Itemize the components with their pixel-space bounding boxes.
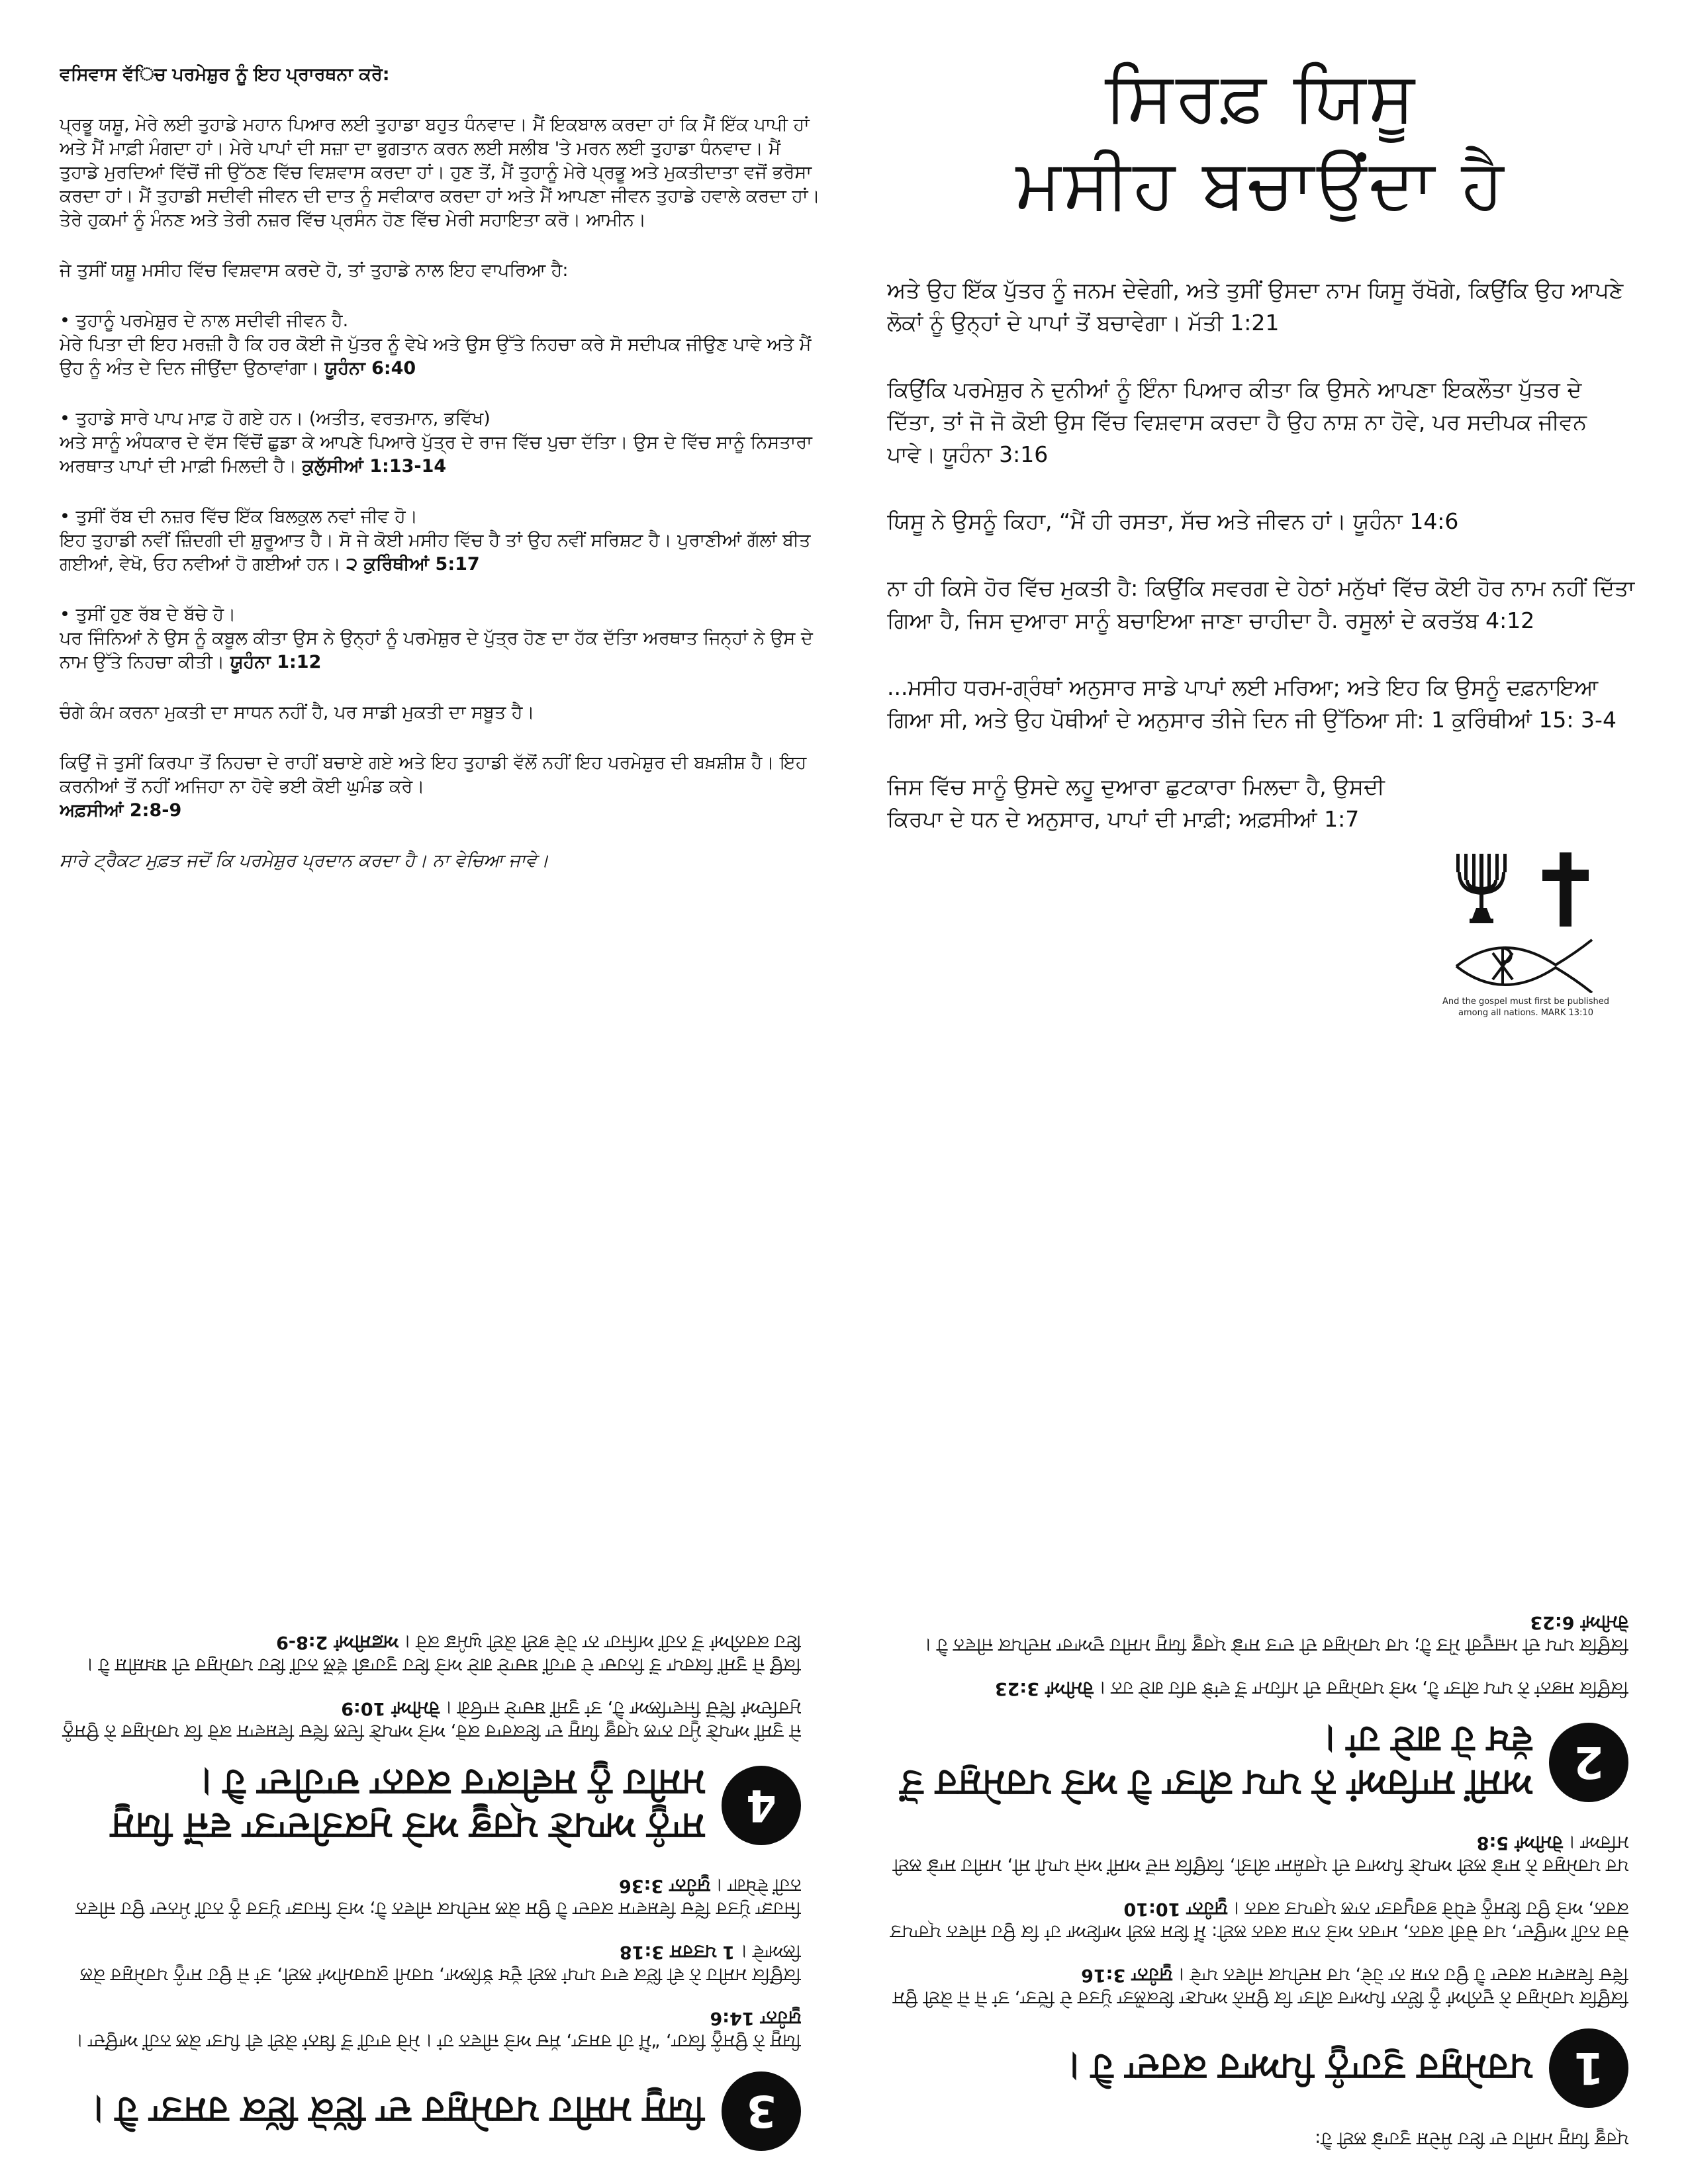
- grace-ref: ਅਫ਼ਸੀਆਂ 2:8-9: [60, 800, 182, 821]
- section-verse: ਕਿਉਂਕਿ ਮਸੀਹ ਨੇ ਵੀ ਇੱਕ ਵਾਰ ਪਾਪਾਂ ਲਈ ਦੁੱਖ ਝੱਲਿਆ, ਧਰਮੀ ਕੁਧਰਮੀਆਂ ਲਈ, ਤਾਂ ਜੋ ਉਹ ਸਾਨੂੰ ਪਰਮੇਸ਼ੁਰ ਕੋਲ ਲਿਆਵੇ। 1 ਪਤਰਸ 3:18: [80, 1942, 801, 1985]
- grace-verse: [60, 751, 821, 823]
- prayer-panel: [60, 63, 821, 1062]
- section-3: [60, 1874, 801, 2151]
- believers-intro: ਜੇ ਤੁਸੀਂ ਯਸ਼ੂ ਮਸੀਹ ਵਿੱਚ ਵਿਸ਼ਵਾਸ ਕਰਦੇ ਹੋ, ਤਾਂ ਤੁਹਾਡੇ ਨਾਲ ਇਹ ਵਾਪਰਿਆ ਹੈ:: [60, 260, 569, 281]
- point-ref: ਕੁਲੁੱਸੀਆਂ 1:13-14: [302, 456, 447, 477]
- point-new-creation: [60, 505, 821, 576]
- section-verse: ਪਰ ਪਰਮੇਸ਼ੁਰ ਨੇ ਸਾਡੇ ਲਈ ਆਪਣੇ ਪਿਆਰ ਦੀ ਪ੍ਰਸ਼ੰਸਾ ਕੀਤੀ, ਕਿਉਂਕਿ ਜਦੋਂ ਅਸੀਂ ਅਜੇ ਪਾਪੀ ਸੀ, ਮਸੀਹ ਸਾਡੇ ਲਈ ਮਰਿਆ। ਰੋਮੀਆਂ 5:8: [892, 1833, 1628, 1876]
- verse: [887, 274, 1635, 339]
- section-title: ਅਸੀਂ ਸਾਰਿਆਂ ਨੇ ਪਾਪ ਕੀਤਾ ਹੈ ਅਤੇ ਪਰਮੇਸ਼ੁਰ ਤੋਂ ਵੱਖ ਹੋ ਗਏ ਹਾਂ।: [900, 1720, 1532, 1805]
- verse-text: ਨਾ ਹੀ ਕਿਸੇ ਹੋਰ ਵਿੱਚ ਮੁਕਤੀ ਹੈ: ਕਿਉਂਕਿ ਸਵਰਗ ਦੇ ਹੇਠਾਂ ਮਨੁੱਖਾਂ ਵਿੱਚ ਕੋਈ ਹੋਰ ਨਾਮ ਨਹੀਂ ਦਿੱਤਾ ਗਿਆ ਹੈ, ਜਿਸ ਦੁਆਰਾ ਸਾਨੂੰ ਬਚਾਇਆ ਜਾਣਾ ਚਾਹੀਦਾ ਹੈ.: [887, 575, 1635, 633]
- point-heading: • ਤੁਹਾਨੂੰ ਪਰਮੇਸ਼ੁਰ ਦੇ ਨਾਲ ਸਦੀਵੀ ਜੀਵਨ ਹੈ.: [60, 310, 349, 331]
- verse-ref: ਮੱਤੀ 1:21: [1188, 310, 1280, 336]
- section-verse: ਜਿਹੜਾ ਪੁੱਤਰ ਵਿੱਚ ਵਿਸ਼ਵਾਸ ਕਰਦਾ ਹੈ ਉਸ ਕੋਲ ਸਦੀਪਕ ਜੀਵਨ ਹੈ; ਅਤੇ ਜਿਹੜਾ ਪੁੱਤਰ ਨੂੰ ਨਹੀਂ ਮੰਨਦਾ ਉਹ ਜੀਵਨ ਨਹੀਂ ਵੇਖੇਗਾ। ਯੂਹੰਨਾ 3:36: [75, 1876, 801, 1919]
- verse: [887, 572, 1635, 637]
- verse-ref: 1 ਕੁਰਿੰਥੀਆਂ 15: 3-4: [1431, 707, 1617, 733]
- point-ref: ਯੂਹੰਨਾ 1:12: [230, 652, 322, 672]
- verse-ref: ਅਫ਼ਸੀਆਂ 1:7: [1239, 806, 1360, 832]
- grace-text: ਕਿਉਂ ਜੋ ਤੁਸੀਂ ਕਿਰਪਾ ਤੋਂ ਨਿਹਚਾ ਦੇ ਰਾਹੀਂ ਬਚਾਏ ਗਏ ਅਤੇ ਇਹ ਤੁਹਾਡੀ ਵੱਲੋਂ ਨਹੀਂ ਇਹ ਪਰਮੇਸ਼ੁਰ ਦੀ ਬਖ਼ਸ਼ੀਸ਼ ਹੈ। ਇਹ ਕਰਨੀਆਂ ਤੋਂ ਨਹੀਂ ਅਜਿਹਾ ਨਾ ਹੋਵੇ ਭਈ ਕੋਈ ਘੁਮੰਡ ਕਰੇ।: [60, 752, 807, 797]
- point-heading: • ਤੁਸੀਂ ਰੱਬ ਦੀ ਨਜ਼ਰ ਵਿੱਚ ਇੱਕ ਬਿਲਕੁਲ ਨਵਾਂ ਜੀਵ ਹੋ।: [60, 506, 418, 527]
- section-title: ਪਰਮੇਸ਼ੁਰ ਤੁਹਾਨੂੰ ਪਿਆਰ ਕਰਦਾ ਹੈ।: [1066, 2048, 1532, 2089]
- section-verse: ਕਿਉਂਕਿ ਸਭਨਾਂ ਨੇ ਪਾਪ ਕੀਤਾ ਹੈ, ਅਤੇ ਪਰਮੇਸ਼ੁਰ ਦੀ ਮਹਿਮਾ ਤੋਂ ਵਾਂਝੇ ਰਹਿ ਗਏ ਹਨ। ਰੋਮੀਆਂ 3:23: [994, 1678, 1628, 1699]
- section-lead: ਪ੍ਰਭੂ ਯਿਸੂ ਮਸੀਹ ਦਾ ਇਹ ਸੰਦੇਸ਼ ਤੁਹਾਡੇ ਲਈ ਹੈ:: [1315, 2129, 1628, 2150]
- verse-text: ਯਿਸੂ ਨੇ ਉਸਨੂੰ ਕਿਹਾ, “ਮੈਂ ਹੀ ਰਸਤਾ, ਸੱਚ ਅਤੇ ਜੀਵਨ ਹਾਂ।: [887, 508, 1346, 534]
- menorah-icon: [1456, 854, 1507, 923]
- prayer-text: ਪ੍ਰਭੂ ਯਸ਼ੂ, ਮੇਰੇ ਲਈ ਤੁਹਾਡੇ ਮਹਾਨ ਪਿਆਰ ਲਈ ਤੁਹਾਡਾ ਬਹੁਤ ਧੰਨਵਾਦ। ਮੈਂ ਇਕਬਾਲ ਕਰਦਾ ਹਾਂ ਕਿ ਮੈਂ ਇੱਕ ਪਾਪੀ ਹਾਂ ਅਤੇ ਮੈਂ ਮਾਫ਼ੀ ਮੰਗਦਾ ਹਾਂ। ਮੇਰੇ ਪਾਪਾਂ ਦੀ ਸਜ਼ਾ ਦਾ ਭੁਗਤਾਨ ਕਰਨ ਲਈ ਸਲੀਬ 'ਤੇ ਮਰਨ ਲਈ ਤੁਹਾਡਾ ਧੰਨਵਾਦ। ਮੈਂ ਤੁਹਾਡੇ ਮੁਰਦਿਆਂ ਵਿੱਚੋਂ ਜੀ ਉੱਠਣ ਵਿੱਚ ਵਿਸ਼ਵਾਸ ਕਰਦਾ ਹਾਂ। ਹੁਣ ਤੋਂ, ਮੈਂ ਤੁਹਾਨੂੰ ਮੇਰੇ ਪ੍ਰਭੂ ਅਤੇ ਮੁਕਤੀਦਾਤਾ ਵਜੋਂ ਭਰੋਸਾ ਕਰਦਾ ਹਾਂ। ਮੈਂ ਤੁਹਾਡੀ ਸਦੀਵੀ ਜੀਵਨ ਦੀ ਦਾਤ ਨੂੰ ਸਵੀਕਾਰ ਕਰਦਾ ਹਾਂ ਅਤੇ ਮੈਂ ਆਪਣਾ ਜੀਵਨ ਤੁਹਾਡੇ ਹਵਾਲੇ ਕਰਦਾ ਹਾਂ। ਤੇਰੇ ਹੁਕਮਾਂ ਨੂੰ ਮੰਨਣ ਅਤੇ ਤੇਰੀ ਨਜ਼ਰ ਵਿੱਚ ਪ੍ਰਸੰਨ ਹੋਣ ਵਿੱਚ ਮੇਰੀ ਸਹਾਇਤਾ ਕਰੋ। ਆਮੀਨ।: [60, 114, 820, 230]
- section-verse: ਕਿਉਂਕਿ ਪਾਪ ਦੀ ਮਜ਼ਦੂਰੀ ਮੌਤ ਹੈ; ਪਰ ਪਰਮੇਸ਼ੁਰ ਦੀ ਦਾਤ ਸਾਡੇ ਪ੍ਰਭੂ ਯਿਸੂ ਮਸੀਹ ਦੁਆਰਾ ਸਦੀਪਕ ਜੀਵਨ ਹੈ। ਰੋਮੀਆਂ 6:23: [924, 1612, 1628, 1656]
- number-badge: 3: [722, 2071, 801, 2151]
- prayer-heading: ਵਸਿਵਾਸ ਵੱਿਚ ਪਰਮੇਸ਼ੁਰ ਨੂੰ ਇਹ ਪ੍ਰਾਰਥਨਾ ਕਰੋ:: [60, 64, 390, 85]
- point-ref: ਯੂਹੰਨਾ 6:40: [324, 358, 416, 379]
- title-line-1: ਸਿਰਫ਼ ਯਿਸੂ: [1105, 56, 1417, 137]
- verse-text: ...ਮਸੀਹ ਧਰਮ-ਗ੍ਰੰਥਾਂ ਅਨੁਸਾਰ ਸਾਡੇ ਪਾਪਾਂ ਲਈ ਮਰਿਆ; ਅਤੇ ਇਹ ਕਿ ਉਸਨੂੰ ਦਫ਼ਨਾਇਆ ਗਿਆ ਸੀ, ਅਤੇ ਉਹ ਪੋਥੀਆਂ ਦੇ ਅਨੁਸਾਰ ਤੀਜੇ ਦਿਨ ਜੀ ਉੱਠਿਆ ਸੀ:: [887, 674, 1599, 733]
- verse-text: ਅਤੇ ਉਹ ਇੱਕ ਪੁੱਤਰ ਨੂੰ ਜਨਮ ਦੇਵੇਗੀ, ਅਤੇ ਤੁਸੀਂ ਉਸਦਾ ਨਾਮ ਯਿਸੂ ਰੱਖੋਗੇ, ਕਿਉਂਕਿ ਉਹ ਆਪਣੇ ਲੋਕਾਂ ਨੂੰ ਉਨ੍ਹਾਂ ਦੇ ਪਾਪਾਂ ਤੋਂ ਬਚਾਵੇਗਾ।: [887, 277, 1624, 336]
- section-verse: ਜੇ ਤੁਸੀਂ ਆਪਣੇ ਮੂੰਹ ਨਾਲ ਪ੍ਰਭੂ ਯਿਸੂ ਦਾ ਇਕਰਾਰ ਕਰੋ, ਅਤੇ ਆਪਣੇ ਦਿਲ ਵਿੱਚ ਵਿਸ਼ਵਾਸ ਕਰੋ ਕਿ ਪਰਮੇਸ਼ੁਰ ਨੇ ਉਸਨੂੰ ਮੁਰਦਿਆਂ ਵਿੱਚੋਂ ਜਿਵਾਲਿਆ ਹੈ, ਤਾਂ ਤੁਸੀਂ ਬਚਾਏ ਜਾਓਗੇ। ਰੋਮੀਆਂ 10:9: [62, 1698, 801, 1742]
- section-4: [60, 1631, 801, 1849]
- free-tract-notice: ਸਾਰੇ ਟ੍ਰੈਕਟ ਮੁਫ਼ਤ ਜਦੋਂ ਕਿ ਪਰਮੇਸ਼ੁਰ ਪ੍ਰਦਾਨ ਕਰਦਾ ਹੈ। ਨਾ ਵੇਚਿਆ ਜਾਵੇ।: [60, 850, 549, 871]
- verse: [887, 671, 1635, 736]
- point-body: ਅਤੇ ਸਾਨੂੰ ਅੰਧਕਾਰ ਦੇ ਵੱਸ ਵਿੱਚੋਂ ਛੁਡਾ ਕੇ ਆਪਣੇ ਪਿਆਰੇ ਪੁੱਤ੍ਰ ਦੇ ਰਾਜ ਵਿੱਚ ਪੁਚਾ ਦੱਤਿਾ। ਉਸ ਦੇ ਵਿੱਚ ਸਾਨੂੰ ਨਿਸਤਾਰਾ ਅਰਥਾਤ ਪਾਪਾਂ ਦੀ ਮਾਫ਼ੀ ਮਿਲਦੀ ਹੈ।: [60, 432, 812, 477]
- point-heading: • ਤੁਸੀਂ ਹੁਣ ਰੱਬ ਦੇ ਬੱਚੇ ਹੋ।: [60, 604, 236, 625]
- section-2: [887, 1611, 1628, 1806]
- verse-ref: ਯੂਹੰਨਾ 3:16: [943, 441, 1049, 467]
- section-title: ਯਿਸੂ ਮਸੀਹ ਪਰਮੇਸ਼ੁਰ ਦਾ ਇੱਕੋ ਇੱਕ ਰਸਤਾ ਹੈ।: [91, 2091, 704, 2132]
- point-body: ਇਹ ਤੁਹਾਡੀ ਨਵੀਂ ਜ਼ਿੰਦਗੀ ਦੀ ਸ਼ੁਰੂਆਤ ਹੈ। ਸੋ ਜੇ ਕੋਈ ਮਸੀਹ ਵਿੱਚ ਹੈ ਤਾਂ ਉਹ ਨਵੀਂ ਸਰਿਸ਼ਟ ਹੈ। ਪੁਰਾਣੀਆਂ ਗੱਲਾਂ ਬੀਤ ਗਈਆਂ, ਵੇਖੋ, ਓਹ ਨਵੀਆਂ ਹੋ ਗਈਆਂ ਹਨ।: [60, 530, 811, 574]
- verse: [887, 770, 1403, 835]
- works-statement: ਚੰਗੇ ਕੰਮ ਕਰਨਾ ਮੁਕਤੀ ਦਾ ਸਾਧਨ ਨਹੀਂ ਹੈ, ਪਰ ਸਾਡੀ ਮੁਕਤੀ ਦਾ ਸਬੂਤ ਹੈ।: [60, 702, 535, 723]
- number-badge: 4: [722, 1766, 801, 1845]
- point-body: ਮੇਰੇ ਪਿਤਾ ਦੀ ਇਹ ਮਰਜ਼ੀ ਹੈ ਕਿ ਹਰ ਕੋਈ ਜੋ ਪੁੱਤਰ ਨੂੰ ਵੇਖੇ ਅਤੇ ਉਸ ਉੱਤੇ ਨਿਹਚਾ ਕਰੇ ਸੋ ਸਦੀਪਕ ਜੀਉਣ ਪਾਵੇ ਅਤੇ ਮੈਂ ਉਹ ਨੂੰ ਅੰਤ ਦੇ ਦਿਨ ਜੀਉਂਦਾ ਉਠਾਵਾਂਗਾ।: [60, 334, 812, 379]
- point-forgiven: [60, 407, 821, 478]
- verse-ref: ਯੂਹੰਨਾ 14:6: [1353, 508, 1459, 534]
- section-verse: ਯਿਸੂ ਨੇ ਉਸਨੂੰ ਕਿਹਾ, “ਮੈਂ ਹੀ ਰਸਤਾ, ਸੱਚ ਅਤੇ ਜੀਵਨ ਹਾਂ। ਮੇਰੇ ਰਾਹੀਂ ਤੋਂ ਬਿਨਾਂ ਕੋਈ ਵੀ ਪਿਤਾ ਕੋਲ ਨਹੀਂ ਆਉਂਦਾ। ਯੂਹੰਨਾ 14:6: [75, 2008, 801, 2052]
- ichthys-chi-rho-icon: [1456, 940, 1592, 993]
- cross-icon: [1542, 852, 1589, 927]
- point-eternal-life: [60, 309, 821, 381]
- mark-caption: And the gospel must first be published among all nations. MARK 13:10: [1442, 997, 1609, 1018]
- point-children-of-god: [60, 603, 821, 674]
- point-heading: • ਤੁਹਾਡੇ ਸਾਰੇ ਪਾਪ ਮਾਫ਼ ਹੋ ਗਏ ਹਨ। (ਅਤੀਤ, ਵਰਤਮਾਨ, ਭਵਿੱਖ): [60, 408, 491, 429]
- section-verse: ਕਿਉਂਕਿ ਪਰਮੇਸ਼ੁਰ ਨੇ ਦੁਨੀਆਂ ਨੂੰ ਇੰਨਾ ਪਿਆਰ ਕੀਤਾ ਕਿ ਉਸਨੇ ਆਪਣਾ ਇਕਲੌਤਾ ਪੁੱਤਰ ਦੇ ਦਿੱਤਾ, ਤਾਂ ਜੋ ਜੋ ਕੋਈ ਉਸ ਵਿੱਚ ਵਿਸ਼ਵਾਸ ਕਰਦਾ ਹੈ ਉਹ ਨਾਸ਼ ਨਾ ਹੋਵੇ, ਪਰ ਸਦੀਪਕ ਜੀਵਨ ਪਾਵੇ। ਯੂਹੰਨਾ 3:16: [892, 1965, 1628, 2009]
- section-verse: ਚੋਰ ਨਹੀਂ ਆਉਂਦਾ, ਪਰ ਚੋਰੀ ਕਰਨ, ਮਾਰਨ ਅਤੇ ਨਾਸ਼ ਕਰਨ ਲਈ: ਮੈਂ ਇਸ ਲਈ ਆਇਆ ਹਾਂ ਕਿ ਉਹ ਜੀਵਨ ਪ੍ਰਾਪਤ ਕਰਨ, ਅਤੇ ਉਹ ਇਸਨੂੰ ਵਧੇਰੇ ਭਰਪੂਰਤਾ ਨਾਲ ਪ੍ਰਾਪਤ ਕਰਨ। ਯੂਹੰਨਾ 10:10: [890, 1899, 1628, 1942]
- verse-text: ਜਿਸ ਵਿੱਚ ਸਾਨੂੰ ਉਸਦੇ ਲਹੂ ਦੁਆਰਾ ਛੁਟਕਾਰਾ ਮਿਲਦਾ ਹੈ, ਉਸਦੀ ਕਿਰਪਾ ਦੇ ਧਨ ਦੇ ਅਨੁਸਾਰ, ਪਾਪਾਂ ਦੀ ਮਾਫ਼ੀ;: [887, 774, 1385, 832]
- section-1: [887, 1831, 1628, 2108]
- cover-panel: [887, 46, 1635, 1079]
- verse: [887, 373, 1635, 471]
- verse-text: ਕਿਉਂਕਿ ਪਰਮੇਸ਼ੁਰ ਨੇ ਦੁਨੀਆਂ ਨੂੰ ਇੰਨਾ ਪਿਆਰ ਕੀਤਾ ਕਿ ਉਸਨੇ ਆਪਣਾ ਇਕਲੌਤਾ ਪੁੱਤਰ ਦੇ ਦਿੱਤਾ, ਤਾਂ ਜੋ ਜੋ ਕੋਈ ਉਸ ਵਿੱਚ ਵਿਸ਼ਵਾਸ ਕਰਦਾ ਹੈ ਉਹ ਨਾਸ਼ ਨਾ ਹੋਵੇ, ਪਰ ਸਦੀਪਕ ਜੀਵਨ ਪਾਵੇ।: [887, 377, 1587, 467]
- point-body: ਪਰ ਜਿੰਨਿਆਂ ਨੇ ਉਸ ਨੂੰ ਕਬੂਲ ਕੀਤਾ ਉਸ ਨੇ ਉਨ੍ਹਾਂ ਨੂੰ ਪਰਮੇਸ਼ੁਰ ਦੇ ਪੁੱਤ੍ਰ ਹੋਣ ਦਾ ਹੱਕ ਦੱਤਿਾ ਅਰਥਾਤ ਜਿਨ੍ਹਾਂ ਨੇ ਉਸ ਦੇ ਨਾਮ ਉੱਤੇ ਨਿਹਚਾ ਕੀਤੀ।: [60, 628, 813, 672]
- point-ref: ੨ ਕੁਰਿੰਥੀਆਂ 5:17: [346, 554, 480, 574]
- steps-panel-1-2: [887, 1132, 1628, 2151]
- number-badge: 1: [1549, 2028, 1628, 2108]
- verse-ref: ਰਸੂਲਾਂ ਦੇ ਕਰਤੱਬ 4:12: [1345, 608, 1535, 633]
- number-badge: 2: [1549, 1723, 1628, 1802]
- steps-panel-3-4: [60, 1132, 801, 2151]
- title-line-2: ਮਸੀਹ ਬਚਾਉਂਦਾ ਹੈ: [1015, 144, 1507, 224]
- section-verse: ਕਿਉਂ ਜੋ ਤੁਸੀਂ ਕਿਰਪਾ ਤੋਂ ਨਿਹਚਾ ਦੇ ਰਾਹੀਂ ਬਚਾਏ ਗਏ ਅਤੇ ਇਹ ਤੁਹਾਡੀ ਵੱਲੋਂ ਨਹੀਂ ਇਹ ਪਰਮੇਸ਼ੁਰ ਦੀ ਬਖ਼ਸ਼ੀਸ਼ ਹੈ। ਇਹ ਕਰਨੀਆਂ ਤੋਂ ਨਹੀਂ ਅਜਿਹਾ ਨਾ ਹੋਵੇ ਭਈ ਕੋਈ ਘੁਮੰਡ ਕਰੇ। ਅਫ਼ਸੀਆਂ 2:8-9: [86, 1632, 801, 1676]
- page-title: [887, 53, 1635, 228]
- section-title: ਸਾਨੂੰ ਆਪਣੇ ਪ੍ਰਭੂ ਅਤੇ ਮੁਕਤੀਦਾਤਾ ਵਜੋਂ ਯਿਸੂ ਮਸੀਹ ਨੂੰ ਸਵੀਕਾਰ ਕਰਨਾ ਚਾਹੀਦਾ ਹੈ।: [111, 1763, 704, 1848]
- verse: [887, 505, 1635, 537]
